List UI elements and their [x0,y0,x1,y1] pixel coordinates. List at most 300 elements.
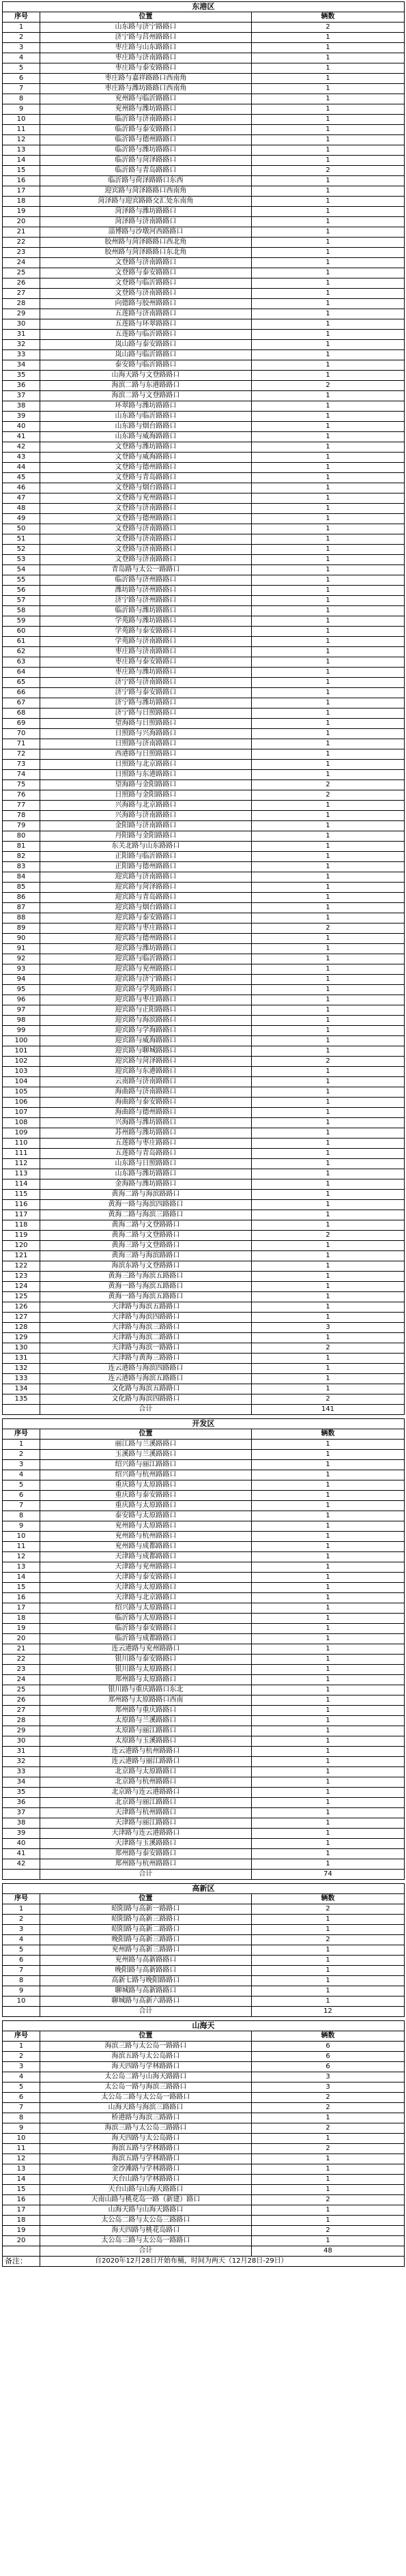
row-count: 1 [252,1511,405,1521]
row-location: 五莲路与枣庄路路口 [40,1139,252,1149]
row-location: 海滨三路与太公岛三路路口 [40,2123,252,2134]
row-count: 1 [252,1251,405,1261]
table-row [3,2154,405,2164]
row-location: 山东路与日照路路口 [40,1159,252,1169]
row-location: 天津路与北京路路口 [40,1593,252,1603]
row-location: 迎宾路与学海路路口 [40,1026,252,1036]
row-location: 望海路与金阳路路口 [40,780,252,790]
section-title-row [3,2,405,12]
row-count: 3 [252,2072,405,2083]
row-seq: 42 [3,1859,40,1870]
section-title-row [3,1884,405,1894]
table-row [3,166,405,176]
row-seq: 25 [3,1685,40,1695]
row-seq: 86 [3,893,40,903]
row-count: 1 [252,442,405,453]
row-location: 黄海二路与文登路路口 [40,1231,252,1241]
row-location: 迎宾路与兖州路路口 [40,964,252,975]
row-count: 2 [252,780,405,790]
row-count: 1 [252,831,405,842]
row-seq: 19 [3,207,40,217]
table-row [3,749,405,760]
row-count: 1 [252,1118,405,1128]
row-count: 1 [252,483,405,493]
table-row [3,1675,405,1685]
total-label: 合计 [40,1405,252,1415]
row-location: 绍兴路与太原路路口 [40,1603,252,1614]
table-row [3,872,405,883]
row-location: 兴海路与北京路路口 [40,801,252,811]
row-count: 1 [252,698,405,709]
row-seq: 60 [3,627,40,637]
row-seq: 30 [3,1736,40,1747]
table-row [3,1220,405,1231]
table-row [3,1788,405,1798]
row-seq: 26 [3,1695,40,1706]
row-location: 郑州路与泰安路路口 [40,1849,252,1859]
row-seq: 16 [3,2195,40,2205]
row-count: 2 [252,1935,405,1945]
row-seq: 10 [3,2134,40,2144]
section-title: 高新区 [3,1884,405,1894]
table-row [3,729,405,739]
table-row [3,1108,405,1118]
row-seq: 41 [3,432,40,442]
row-location: 文登路与济南路路口 [40,534,252,545]
row-seq: 18 [3,2216,40,2226]
row-location: 学苑路与潍坊路路口 [40,616,252,627]
row-count: 1 [252,371,405,381]
row-location: 青岛路与太公一路路口 [40,565,252,575]
row-seq: 89 [3,924,40,934]
row-count: 1 [252,360,405,371]
table-row [3,340,405,350]
row-count: 1 [252,2216,405,2226]
row-location: 迎宾路与东港路路口 [40,1067,252,1077]
row-count: 6 [252,2052,405,2062]
row-location: 天津路与杭州路路口 [40,1808,252,1818]
table-row [3,1808,405,1818]
row-location: 文登路与济南路路口 [40,258,252,268]
row-location: 济宁路与济南路路口 [40,678,252,688]
total-label: 合计 [40,2007,252,2017]
row-location: 北京路与连云港路路口 [40,1788,252,1798]
table-row [3,1716,405,1726]
total-row [3,1870,405,1880]
row-count: 1 [252,1788,405,1798]
row-count: 1 [252,53,405,63]
row-seq: 2 [3,1450,40,1460]
section-title: 东港区 [3,2,405,12]
row-location: 胶州路与菏泽路路口东北角 [40,248,252,258]
row-count: 1 [252,1450,405,1460]
row-location: 山东路与济宁路路口 [40,23,252,33]
table-row [3,698,405,709]
table-row [3,1798,405,1808]
row-seq: 15 [3,166,40,176]
row-count: 1 [252,1470,405,1480]
table-row [3,2062,405,2072]
row-location: 兖州路与高新路路口 [40,1956,252,1966]
row-count: 2 [252,1394,405,1405]
table-row [3,1726,405,1736]
row-location: 岚山路与泰安路路口 [40,340,252,350]
row-count: 1 [252,217,405,227]
row-count: 1 [252,504,405,514]
note-row [3,2257,405,2267]
row-count: 1 [252,74,405,84]
total-blank [3,2007,40,2017]
row-count: 1 [252,934,405,944]
row-location: 银川路与泰安路路口 [40,1655,252,1665]
table-row [3,1241,405,1251]
table-row [3,1986,405,1997]
table-row [3,94,405,104]
row-seq: 129 [3,1333,40,1343]
row-count: 1 [252,2164,405,2175]
table-row [3,1593,405,1603]
table-row [3,2226,405,2236]
row-count: 1 [252,821,405,831]
row-count: 1 [252,278,405,289]
row-seq: 16 [3,1593,40,1603]
row-count: 1 [252,115,405,125]
table-row [3,1859,405,1870]
row-location: 太公岛二路与太公岛三路路口 [40,2216,252,2226]
table-row [3,1354,405,1364]
table-row [3,227,405,238]
row-seq: 5 [3,63,40,74]
row-seq: 15 [3,1583,40,1593]
table-row [3,2205,405,2216]
row-location: 迎宾路与济宁路路口 [40,975,252,985]
row-location: 临沂路与太原路路口 [40,1614,252,1624]
row-count: 1 [252,954,405,964]
table-row [3,238,405,248]
row-location: 迎宾路与学苑路路口 [40,985,252,995]
row-location: 文登路与烟台路路口 [40,483,252,493]
row-location: 黄海二路与海滨路路口 [40,1190,252,1200]
row-seq: 39 [3,1829,40,1839]
row-seq: 59 [3,616,40,627]
table-row [3,463,405,473]
row-count: 1 [252,606,405,616]
row-seq: 6 [3,1956,40,1966]
section-title: 山海天 [3,2021,405,2031]
row-count: 1 [252,401,405,412]
table-row [3,964,405,975]
table-row [3,1364,405,1374]
row-count: 1 [252,391,405,401]
row-seq: 49 [3,514,40,524]
row-count: 1 [252,1986,405,1997]
row-seq: 1 [3,1440,40,1450]
total-row [3,2246,405,2257]
row-count: 1 [252,1532,405,1542]
row-location: 学苑路与泰安路路口 [40,627,252,637]
row-count: 1 [252,770,405,780]
row-count: 1 [252,2236,405,2246]
row-location: 连云港路与海滨五路路口 [40,1374,252,1384]
row-count: 1 [252,944,405,954]
row-count: 1 [252,760,405,770]
table-row [3,289,405,299]
row-seq: 53 [3,555,40,565]
table-row [3,53,405,63]
row-count: 1 [252,1839,405,1849]
row-location: 迎宾路与枣庄路路口 [40,995,252,1005]
table-row [3,2113,405,2123]
row-seq: 29 [3,309,40,319]
row-count: 1 [252,811,405,821]
row-location: 绍兴路与丽江路路口 [40,1460,252,1470]
row-location: 连云港路与丽江路路口 [40,1757,252,1767]
row-count: 2 [252,23,405,33]
row-count: 2 [252,1057,405,1067]
table-row [3,1997,405,2007]
row-seq: 18 [3,1614,40,1624]
table-row [3,1747,405,1757]
row-location: 昭阳路与高新二路路口 [40,1925,252,1935]
row-seq: 79 [3,821,40,831]
table-row [3,1016,405,1026]
row-seq: 100 [3,1036,40,1046]
row-count: 1 [252,1798,405,1808]
row-seq: 126 [3,1302,40,1313]
table-row [3,1210,405,1220]
row-location: 枣庄路与济南路路口 [40,53,252,63]
row-count: 1 [252,1945,405,1956]
table-row [3,1261,405,1272]
row-count: 1 [252,340,405,350]
table-row [3,1302,405,1313]
row-location: 天津路与玉溪路路口 [40,1839,252,1849]
row-seq: 1 [3,1904,40,1915]
row-location: 郑州路与杭州路路口 [40,1859,252,1870]
table-row [3,1384,405,1394]
total-value: 74 [252,1870,405,1880]
row-seq: 118 [3,1220,40,1231]
row-location: 海曲路与济南路路口 [40,1087,252,1098]
row-location: 文登路与青岛路路口 [40,473,252,483]
table-row [3,831,405,842]
table-row [3,1139,405,1149]
row-seq: 63 [3,657,40,668]
row-seq: 52 [3,545,40,555]
row-seq: 4 [3,1935,40,1945]
row-location: 迎宾路与青岛路路口 [40,893,252,903]
row-seq: 57 [3,596,40,606]
table-row [3,811,405,821]
row-count: 1 [252,1614,405,1624]
row-seq: 3 [3,2062,40,2072]
row-location: 黄海二路与海滨三路路口 [40,1210,252,1220]
table-row [3,1904,405,1915]
row-location: 连云港路与海滨四路路口 [40,1364,252,1374]
row-count: 1 [252,197,405,207]
row-count: 1 [252,1098,405,1108]
row-count: 1 [252,555,405,565]
table-row [3,1532,405,1542]
row-seq: 71 [3,739,40,749]
row-count: 1 [252,330,405,340]
table-row [3,1925,405,1935]
row-location: 兖州路与太原路路口 [40,1521,252,1532]
row-seq: 116 [3,1200,40,1210]
row-location: 天津路与海滨二路路口 [40,1333,252,1343]
row-count: 6 [252,2062,405,2072]
table-row [3,299,405,309]
row-count: 1 [252,985,405,995]
row-seq: 7 [3,2103,40,2113]
row-count: 1 [252,1685,405,1695]
header-location: 位置 [40,1429,252,1440]
table-row [3,1333,405,1343]
section-title-row [3,1419,405,1429]
row-seq: 98 [3,1016,40,1026]
row-seq: 73 [3,760,40,770]
table-row [3,1542,405,1552]
row-location: 海天四路与桃花岛路口 [40,2226,252,2236]
row-seq: 107 [3,1108,40,1118]
row-location: 迎宾路与德州路路口 [40,934,252,944]
table-row [3,1374,405,1384]
row-count: 1 [252,1282,405,1292]
row-seq: 38 [3,1818,40,1829]
row-count: 1 [252,1354,405,1364]
row-count: 1 [252,1026,405,1036]
table-row [3,862,405,872]
row-count: 1 [252,309,405,319]
table-row [3,1046,405,1057]
table-row [3,1343,405,1354]
row-count: 1 [252,1067,405,1077]
row-location: 海滨五路与学林路路口 [40,2144,252,2154]
row-count: 2 [252,2093,405,2103]
row-location: 临沂路与潍坊路路口 [40,145,252,156]
row-count: 1 [252,186,405,197]
row-location: 望海路与日照路路口 [40,719,252,729]
row-location: 兖州路与成都路路口 [40,1542,252,1552]
row-count: 1 [252,575,405,586]
table-row [3,760,405,770]
table-row [3,1394,405,1405]
row-seq: 97 [3,1005,40,1016]
row-seq: 5 [3,1480,40,1491]
row-location: 天津路与海滨五路路口 [40,1302,252,1313]
row-location: 银川路与重庆路路口东北 [40,1685,252,1695]
row-count: 1 [252,145,405,156]
row-count: 1 [252,125,405,135]
row-seq: 99 [3,1026,40,1036]
row-seq: 130 [3,1343,40,1354]
row-location: 临沂路与青岛路路口 [40,166,252,176]
row-seq: 33 [3,350,40,360]
table-row [3,473,405,483]
row-seq: 26 [3,278,40,289]
row-count: 1 [252,156,405,166]
row-seq: 131 [3,1354,40,1364]
row-seq: 4 [3,2072,40,2083]
table-row [3,1179,405,1190]
table-row [3,43,405,53]
row-seq: 14 [3,156,40,166]
row-seq: 11 [3,1542,40,1552]
row-location: 枣庄路与泰安路路口 [40,657,252,668]
row-count: 2 [252,2103,405,2113]
row-count: 1 [252,637,405,647]
table-row [3,1757,405,1767]
table-row [3,1440,405,1450]
row-location: 济宁路与济州路路口 [40,596,252,606]
row-location: 日照路与北京路路口 [40,760,252,770]
row-seq: 51 [3,534,40,545]
row-count: 6 [252,2042,405,2052]
row-count: 1 [252,1542,405,1552]
row-seq: 10 [3,115,40,125]
row-location: 重庆路与太原路路口 [40,1501,252,1511]
row-seq: 96 [3,995,40,1005]
column-header-row [3,1429,405,1440]
row-location: 山东路与潍坊路路口 [40,1169,252,1179]
row-count: 1 [252,1808,405,1818]
table-row [3,1966,405,1976]
row-count: 1 [252,1128,405,1139]
row-seq: 32 [3,340,40,350]
row-location: 绍兴路与杭州路路口 [40,1470,252,1480]
row-location: 文登路与济南路路口 [40,555,252,565]
row-location: 天津路与海滨四路路口 [40,1313,252,1323]
header-location: 位置 [40,2031,252,2042]
row-count: 1 [252,739,405,749]
row-seq: 28 [3,299,40,309]
row-seq: 133 [3,1374,40,1384]
row-count: 1 [252,842,405,852]
table-row [3,1087,405,1098]
table-row [3,954,405,964]
row-seq: 19 [3,2226,40,2236]
table-row [3,2164,405,2175]
section-title-row [3,2021,405,2031]
row-location: 文登路与济南路路口 [40,504,252,514]
total-row [3,2007,405,2017]
row-location: 兴海路与济南路路口 [40,811,252,821]
row-location: 临沂路与泰安路路口 [40,1624,252,1634]
table-row [3,1067,405,1077]
row-location: 山海天路与山海天路路口 [40,2205,252,2216]
table-row [3,135,405,145]
table-row [3,555,405,565]
row-seq: 6 [3,1491,40,1501]
table-row [3,248,405,258]
row-count: 1 [252,2205,405,2216]
row-seq: 34 [3,360,40,371]
row-count: 1 [252,729,405,739]
row-location: 郑州路与太原路路口 [40,1675,252,1685]
row-location: 文化路与海滨五路路口 [40,1384,252,1394]
row-count: 1 [252,749,405,760]
table-row [3,545,405,555]
table-row [3,1521,405,1532]
table-row [3,84,405,94]
row-location: 海曲路与德州路路口 [40,1108,252,1118]
table-row [3,1736,405,1747]
row-location: 日照路与济南路路口 [40,739,252,749]
row-location: 济宁路与莒州路路口 [40,33,252,43]
row-seq: 22 [3,1655,40,1665]
row-seq: 61 [3,637,40,647]
row-seq: 19 [3,1624,40,1634]
